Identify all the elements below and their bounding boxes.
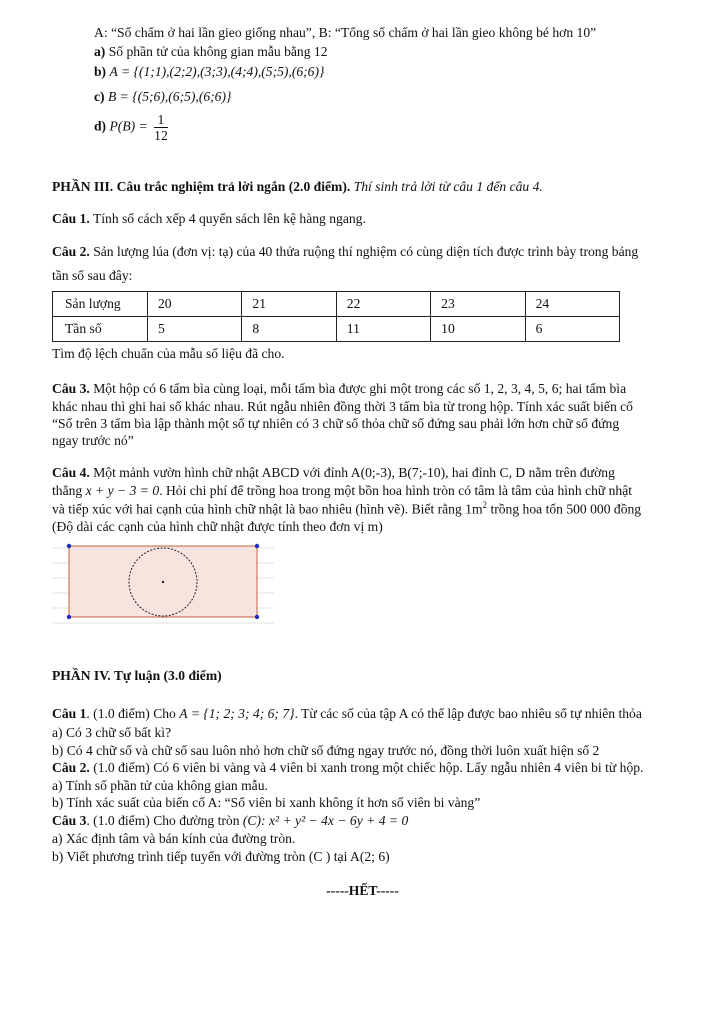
part3-q4-line2 [52,482,632,500]
part3-q3-label: Câu 3. [52,381,90,396]
part3-q4-line4: (Độ dài các cạnh của hình chữ nhật được tính theo đơn vị m) [52,519,383,534]
circle-equation: (C): x² + y² − 4x − 6y + 4 = 0 [242,813,409,828]
part3-q2-line1 [52,243,638,261]
part4-q2-text: (1.0 điểm) Có 6 viên bi vàng và 4 viên bi xanh trong một chiếc hộp. Lấy ngẫu nhiên 4 viên bi từ hộp. [93,760,644,775]
part3-q2-after: Tìm độ lệch chuẩn của mẫu số liệu đã cho. [52,346,285,361]
part4-title [52,667,222,685]
superscript-2: 2 [482,500,488,510]
option-a-text: Số phần tử của không gian mẫu bằng 12 [108,44,328,59]
part3-q4-label: Câu 4. [52,465,90,480]
part3-q1-text: Tính số cách xếp 4 quyển sách lên kệ hàng ngang. [92,211,366,226]
part4-q2-label: Câu 2. [52,760,90,775]
part3-heading [52,178,543,196]
part4-q3-b: b) Viết phương trình tiếp tuyến với đường tròn (C ) tại A(2; 6) [52,849,390,864]
part4-q3-label: Câu 3 [52,813,87,828]
table-row [53,317,620,342]
part3-q2-line1-text: Sản lượng lúa (đơn vị: tạ) của 40 thửa ruộng thí nghiệm có cùng diện tích được trình bày trong bảng [93,244,639,259]
part3-q4-line3-pre: và tiếp xúc với hai cạnh của hình chữ nhật là bao nhiêu (hình vẽ). Biết rằng 1m [52,501,483,517]
part4-q1-b: b) Có 4 chữ số và chữ số sau luôn nhỏ hơn chữ số đứng ngay trước nó, đồng thời luôn xuất hiện số 2 [52,743,600,758]
part3-q4-line2-pre: thẳng [52,483,83,498]
part3-q4-line3-post: trồng hoa tốn 500 000 đồng [487,501,642,517]
events-line [94,24,596,42]
center-point [162,581,164,583]
line-equation: x + y − 3 = 0 [85,483,160,498]
option-c [94,88,231,106]
end-marker: -----HẾT----- [326,883,399,898]
table-cell: 10 [431,317,525,342]
part3-q4-line1-text: Một mảnh vườn hình chữ nhật ABCD với đỉnh A(0;-3), B(7;-10), hai đỉnh C, D nằm trên đường [93,465,615,480]
set-a-math: A = {1; 2; 3; 4; 6; 7} [179,706,295,721]
part4-q1-label: Câu 1 [52,706,87,721]
part4-q2 [52,759,643,777]
table-cell: 8 [242,317,336,342]
option-d-math: P(B) = [109,118,148,134]
part3-q3-line4: ngay trước nó” [52,433,134,448]
part4-q3 [52,812,408,830]
option-b [94,63,324,81]
part4-q1-a: a) Có 3 chữ số bất kì? [52,725,172,740]
option-b-label: b) [94,64,107,79]
table-cell: 6 [525,317,619,342]
part3-q1 [52,210,366,228]
part4-q2-a: a) Tính số phần tử của không gian mẫu. [52,778,268,793]
frequency-table [52,291,620,342]
part3-q4-line2-post: . Hỏi chi phí để trồng hoa trong một bồn hoa hình tròn có tâm là tâm của hình chữ nhật [159,483,633,498]
option-d-fraction [154,112,168,143]
part4-q1-post: . Từ các số của tập A có thể lập được bao nhiêu số tự nhiên thỏa [294,706,642,721]
option-c-math: B = {(5;6),(6;5),(6;6)} [107,89,232,104]
part3-instruction: Thí sinh trả lời từ câu 1 đến câu 4. [353,179,543,194]
part3-title: PHẦN III. Câu trắc nghiệm trả lời ngắn (2.0 điểm). [52,179,351,194]
table-cell: 21 [242,292,336,317]
part3-q3-line2: khác nhau thì ghi hai số khác nhau. Rút ngẫu nhiên đồng thời 3 tấm bìa từ trong hộp. Tính xác suất biến cố [52,399,633,414]
table-row [53,292,620,317]
table-cell: 24 [525,292,619,317]
table-cell: Tần số [53,317,148,342]
part3-q4-line1 [52,464,615,482]
garden-figure [52,538,274,630]
part3-q2-line2: tần số sau đây: [52,268,133,283]
option-a [94,43,328,61]
part3-q3-line3: “Số trên 3 tấm bìa lập thành một số tự nhiên có 3 chữ số thỏa chữ số đứng sau phải lớn hơn chữ số đứng [52,416,620,431]
part3-q3-line1 [52,380,626,398]
option-c-label: c) [94,89,105,104]
part3-q4-line3 [52,500,641,518]
part4-title-text: PHẦN IV. Tự luận (3.0 điểm) [52,668,222,683]
table-cell: 5 [148,317,242,342]
part4-q3-pre: . (1.0 điểm) Cho đường tròn [86,813,240,828]
vertex-d [67,544,71,548]
part4-q1 [52,705,642,723]
vertex-c [255,544,259,548]
option-d-label: d) [94,118,107,134]
option-b-math: A = {(1;1),(2;2),(3;3),(4;4),(5;5),(6;6)} [109,64,325,79]
table-cell: 23 [431,292,525,317]
table-cell: 20 [148,292,242,317]
vertex-b [255,615,259,619]
option-a-label: a) [94,44,106,59]
part4-q1-pre: . (1.0 điểm) Cho [86,706,176,721]
table-cell: 11 [336,317,430,342]
table-cell: Sản lượng [53,292,148,317]
table-cell: 22 [336,292,430,317]
part3-q2-label: Câu 2. [52,244,90,259]
fraction-numerator: 1 [154,112,168,128]
part3-q1-label: Câu 1. [52,211,90,226]
vertex-a [67,615,71,619]
part3-q3-line1-text: Một hộp có 6 tấm bìa cùng loại, mỗi tấm bìa được ghi một trong các số 1, 2, 3, 4, 5, 6; hai tấm bìa [93,381,627,396]
fraction-denominator: 12 [154,128,168,143]
events-text: A: “Số chấm ở hai lần gieo giống nhau”, B: “Tổng số chấm ở hai lần gieo không bé hơn 10” [94,25,597,40]
part4-q3-a: a) Xác định tâm và bán kính của đường tròn. [52,831,296,846]
option-d [94,112,168,143]
part4-q2-b: b) Tính xác suất của biến cố A: “Số viên bi xanh không ít hơn số viên bi vàng” [52,795,481,810]
